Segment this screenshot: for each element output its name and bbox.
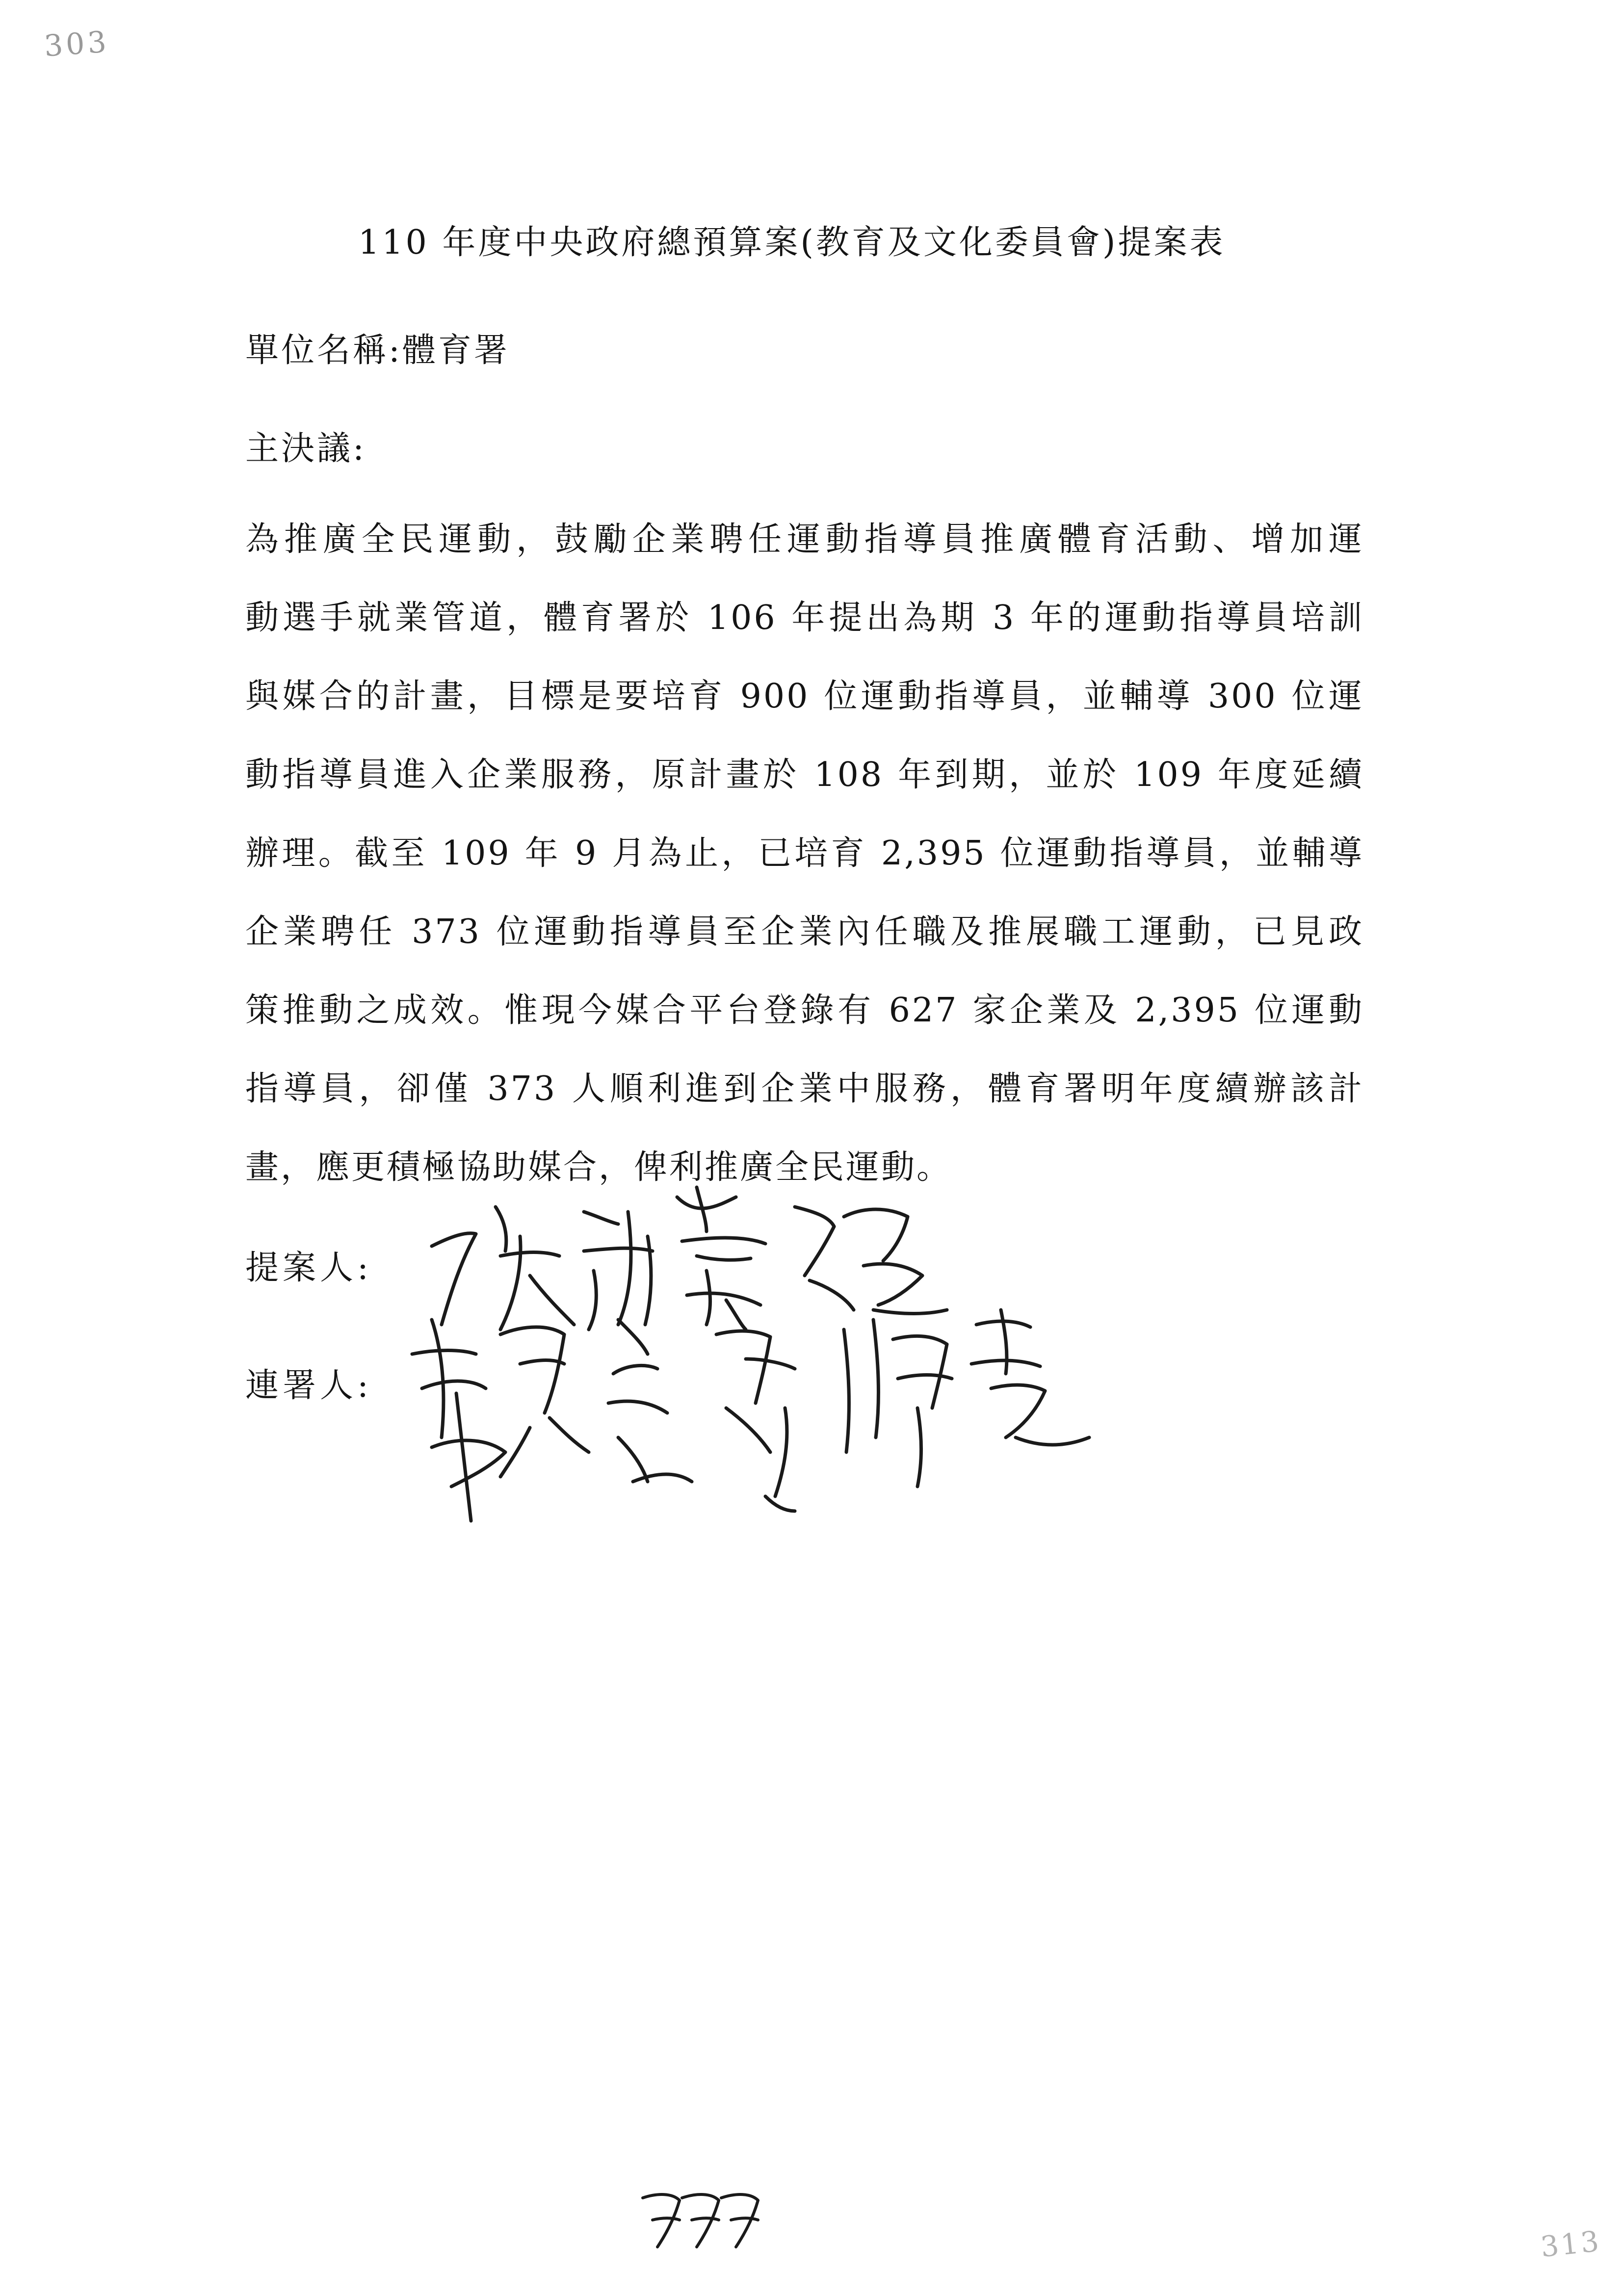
bottom-right-page-mark: 313: [1539, 2224, 1602, 2264]
body-line: 畫，應更積極協助媒合，俾利推廣全民運動。: [245, 1148, 952, 1187]
main-resolution-label: 主決議:: [245, 429, 367, 468]
body-line: 企業聘任 373 位運動指導員至企業內任職及推展職工運動，已見政: [245, 913, 1364, 951]
proposer-label: 提案人:: [245, 1249, 372, 1287]
body-line: 動指導員進入企業服務，原計畫於 108 年到期，並於 109 年度延續: [245, 756, 1364, 794]
top-left-page-mark: 303: [43, 25, 110, 64]
document-title: 110 年度中央政府總預算案(教育及文化委員會)提案表: [358, 223, 1226, 262]
page-number: [633, 2178, 760, 2259]
body-line: 辦理。截至 109 年 9 月為止，已培育 2,395 位運動指導員，並輔導: [245, 834, 1364, 873]
body-line: 指導員，卻僅 373 人順利進到企業中服務，體育署明年度續辦該計: [245, 1070, 1364, 1108]
body-line: 策推動之成效。惟現今媒合平台登錄有 627 家企業及 2,395 位運動: [245, 991, 1364, 1030]
body-line: 為推廣全民運動，鼓勵企業聘任運動指導員推廣體育活動、增加運: [245, 520, 1364, 559]
resolution-body: [245, 513, 1364, 1219]
body-line: 動選手就業管道，體育署於 106 年提出為期 3 年的運動指導員培訓: [245, 599, 1364, 637]
cosigner-signatures: [402, 1290, 1114, 1545]
unit-name: 單位名稱:體育署: [245, 331, 510, 370]
body-line: 與媒合的計畫，目標是要培育 900 位運動指導員，並輔導 300 位運: [245, 677, 1364, 716]
cosigner-label: 連署人:: [245, 1366, 372, 1405]
